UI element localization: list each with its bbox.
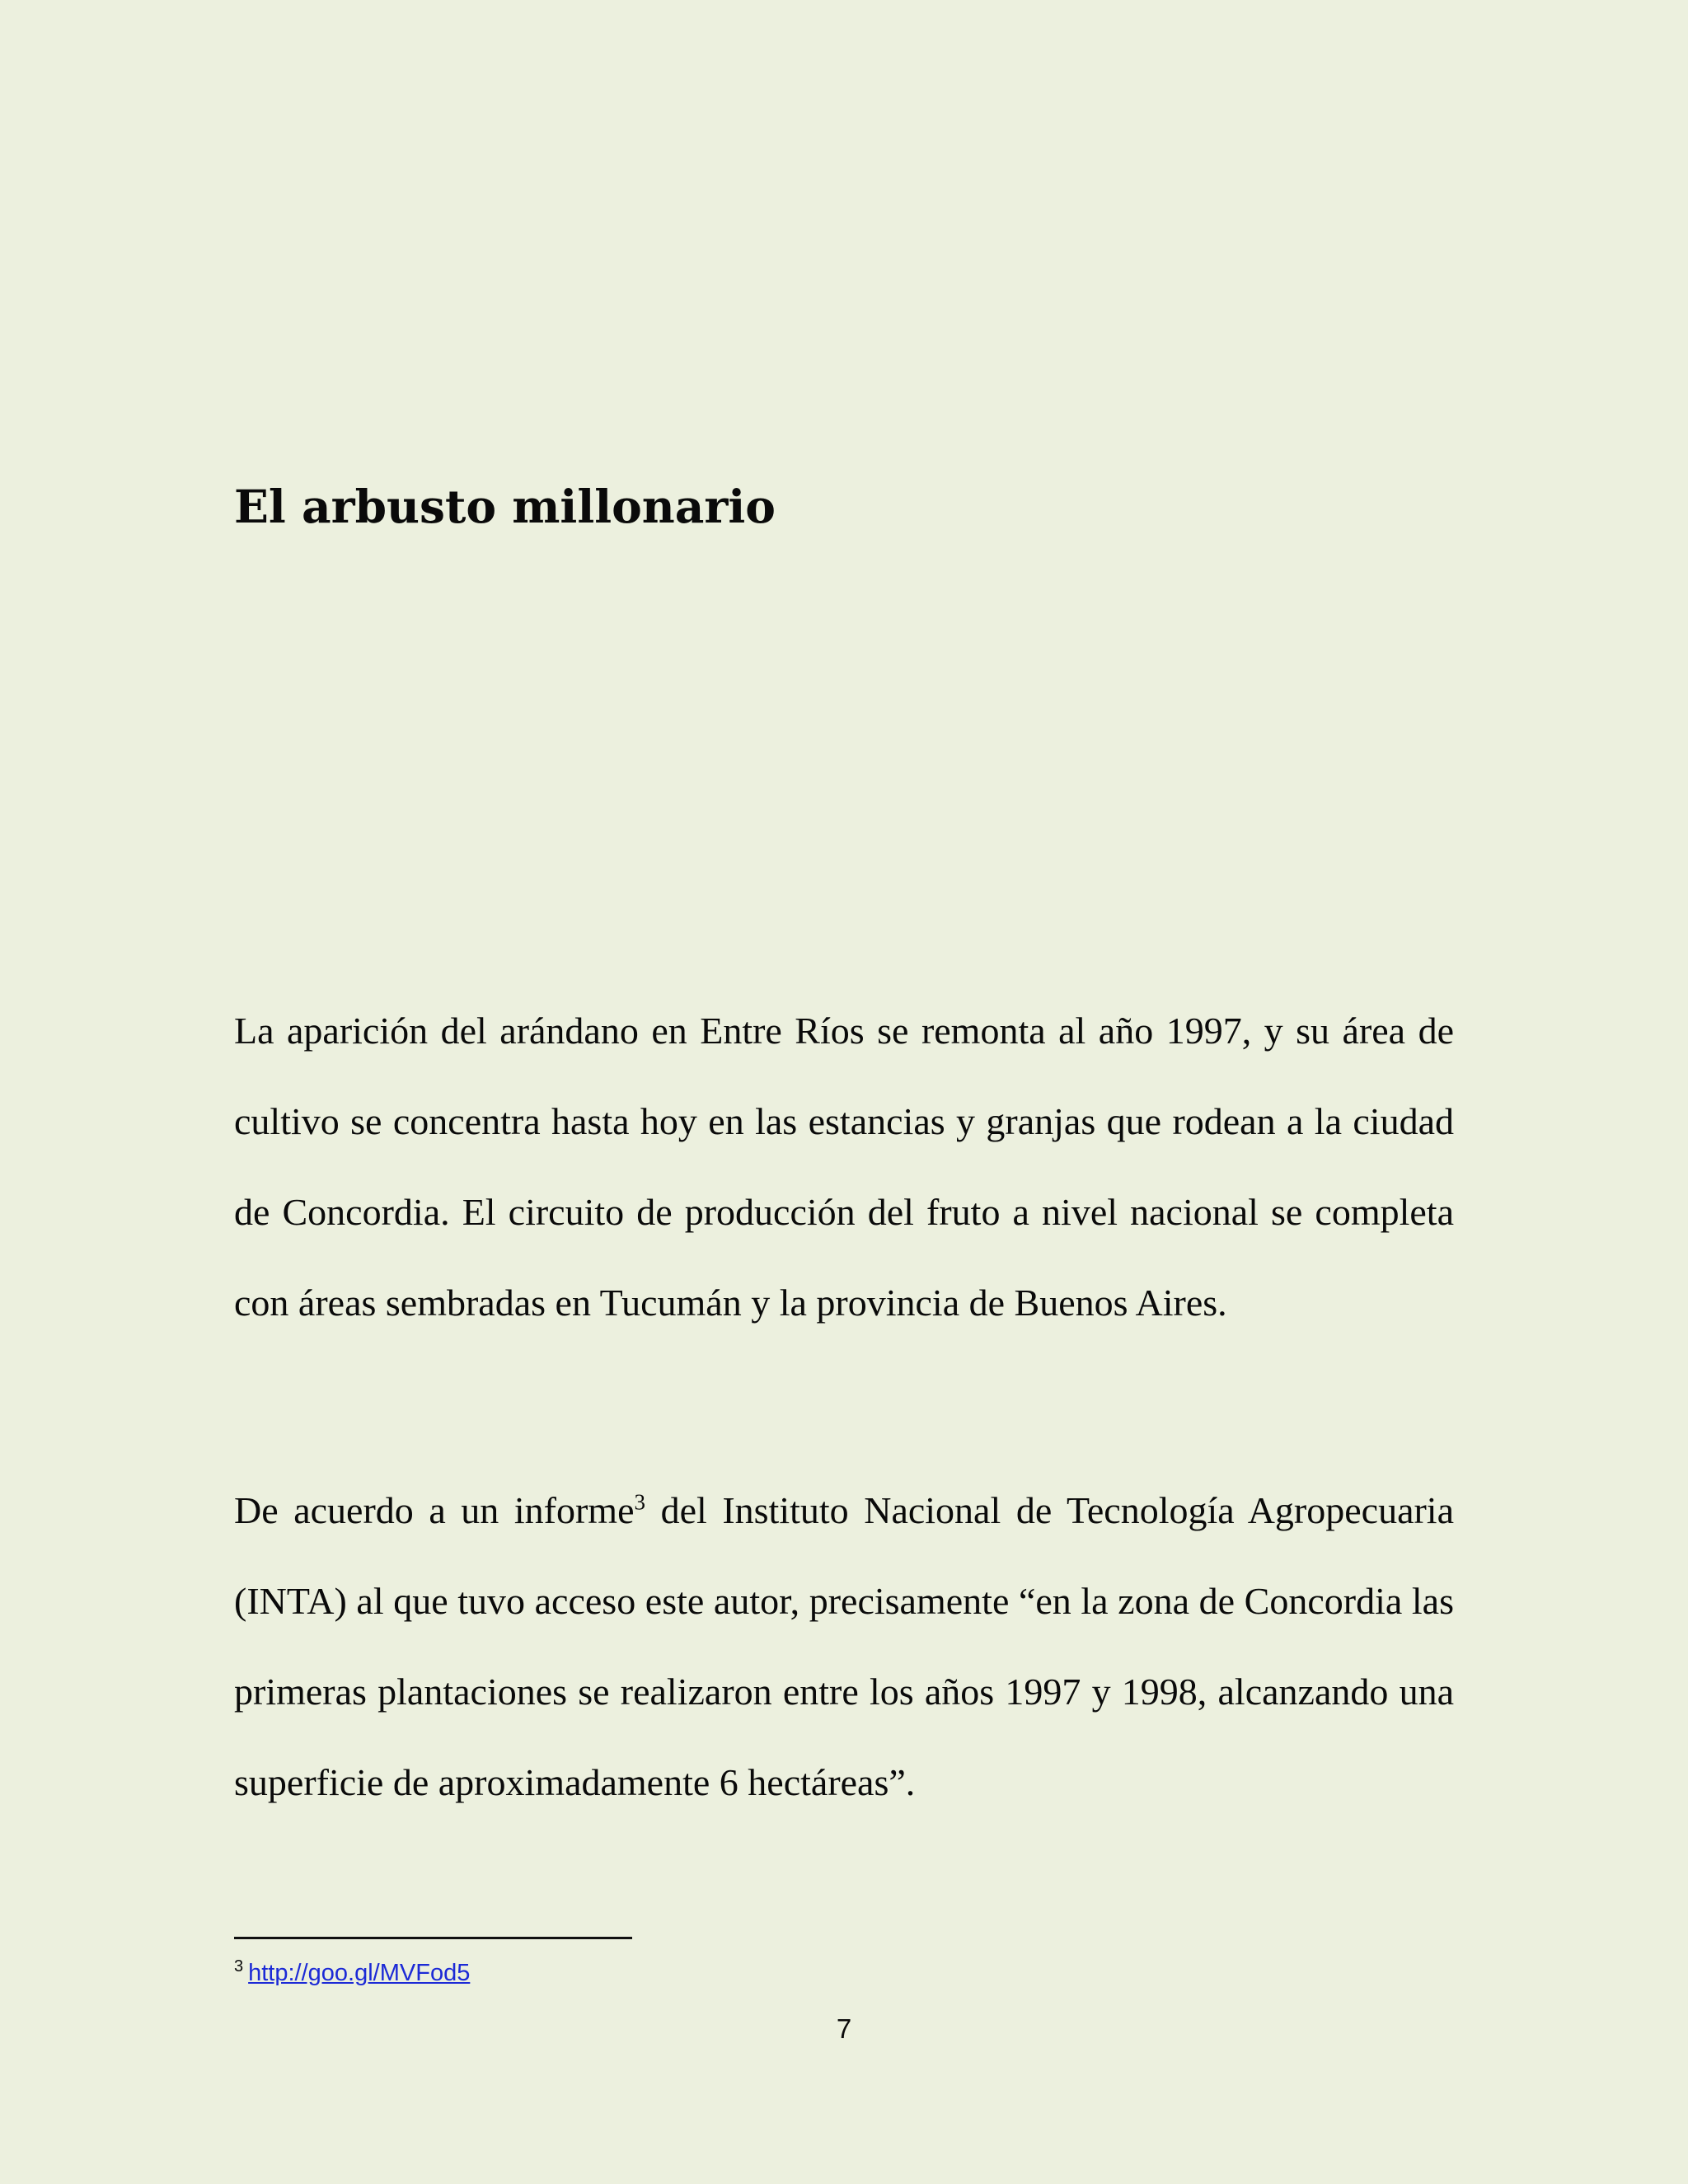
page-number: 7 bbox=[836, 2013, 852, 2044]
paragraph-2-text-end: del Instituto Nacional de Tecnología Agropecuaria (INTA) al que tuvo acceso este autor, precisamente “en la zona de Concordia las primeras plantaciones se realizaron entre los años 1997 y 1998, alcanzando una superficie de aproximadamente 6 hectáreas”. bbox=[234, 1489, 1454, 1803]
footnote-mark: 3 bbox=[234, 1957, 244, 1976]
footnote-reference: 3 bbox=[634, 1489, 645, 1515]
paragraph-2 bbox=[234, 1465, 1454, 1828]
paragraph-2-text-start: De acuerdo a un informe bbox=[234, 1489, 635, 1531]
paragraph-1: La aparición del arándano en Entre Ríos se remonta al año 1997, y su área de cultivo se concentra hasta hoy en las estancias y granjas que rodean a la ciudad de Concordia. El circuito de producción del fruto a nivel nacional se completa con áreas sembradas en Tucumán y la provincia de Buenos Aires. bbox=[234, 1010, 1454, 1324]
footnote bbox=[234, 1957, 470, 1990]
footnote-separator bbox=[234, 1937, 632, 1939]
page-title: El arbusto millonario bbox=[234, 480, 776, 533]
footnote-link[interactable]: http://goo.gl/MVFod5 bbox=[248, 1960, 471, 1986]
